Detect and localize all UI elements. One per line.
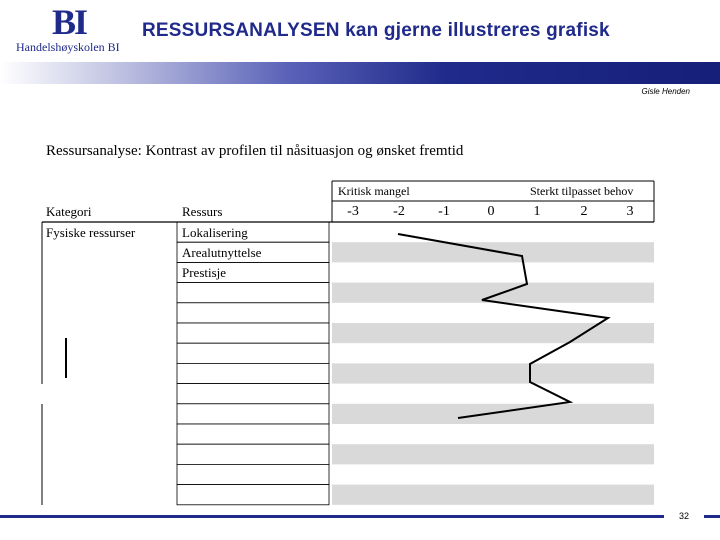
resource-cell bbox=[177, 363, 329, 383]
resource-cell bbox=[177, 464, 329, 484]
scale-tick: 3 bbox=[626, 204, 634, 219]
scale-row-shade bbox=[332, 363, 654, 383]
scale-tick: 2 bbox=[580, 204, 588, 219]
resource-cell bbox=[177, 404, 329, 424]
resource-cell bbox=[177, 283, 329, 303]
column-header-category: Kategori bbox=[46, 204, 92, 219]
resource-label: Prestisje bbox=[182, 265, 227, 280]
slide-title: RESSURSANALYSEN kan gjerne illustreres grafisk bbox=[142, 20, 610, 41]
resource-cell bbox=[177, 303, 329, 323]
footer-line bbox=[0, 515, 720, 518]
resource-cell bbox=[177, 444, 329, 464]
figure-title: Ressursanalyse: Kontrast av profilen til nåsituasjon og ønsket fremtid bbox=[46, 143, 464, 159]
logo-text: Handelshøyskolen BI bbox=[16, 40, 120, 54]
scale-tick: 1 bbox=[533, 204, 541, 219]
scale-tick: -1 bbox=[438, 204, 450, 219]
scale-row-shade bbox=[332, 283, 654, 303]
resource-cell bbox=[177, 424, 329, 444]
page-number: 32 bbox=[664, 508, 704, 524]
resource-cell bbox=[177, 384, 329, 404]
resource-label: Lokalisering bbox=[182, 225, 248, 240]
scale-tick: -2 bbox=[393, 204, 405, 219]
resource-cell bbox=[177, 485, 329, 505]
column-header-resource: Ressurs bbox=[182, 204, 223, 219]
scale-tick: 0 bbox=[487, 204, 495, 219]
scale-row-shade bbox=[332, 444, 654, 464]
scale-row-shade bbox=[332, 485, 654, 505]
resource-cell bbox=[177, 343, 329, 363]
resource-cell bbox=[177, 323, 329, 343]
scale-left-label: Kritisk mangel bbox=[338, 184, 410, 198]
scale-tick: -3 bbox=[347, 204, 359, 219]
logo-mark: BI bbox=[52, 2, 87, 42]
scale-row-shade bbox=[332, 242, 654, 262]
author-name: Gisle Henden bbox=[641, 87, 690, 96]
resource-label: Arealutnyttelse bbox=[182, 245, 262, 260]
scale-row-shade bbox=[332, 323, 654, 343]
category-label: Fysiske ressurser bbox=[46, 225, 136, 240]
scale-right-label: Sterkt tilpasset behov bbox=[530, 184, 634, 198]
